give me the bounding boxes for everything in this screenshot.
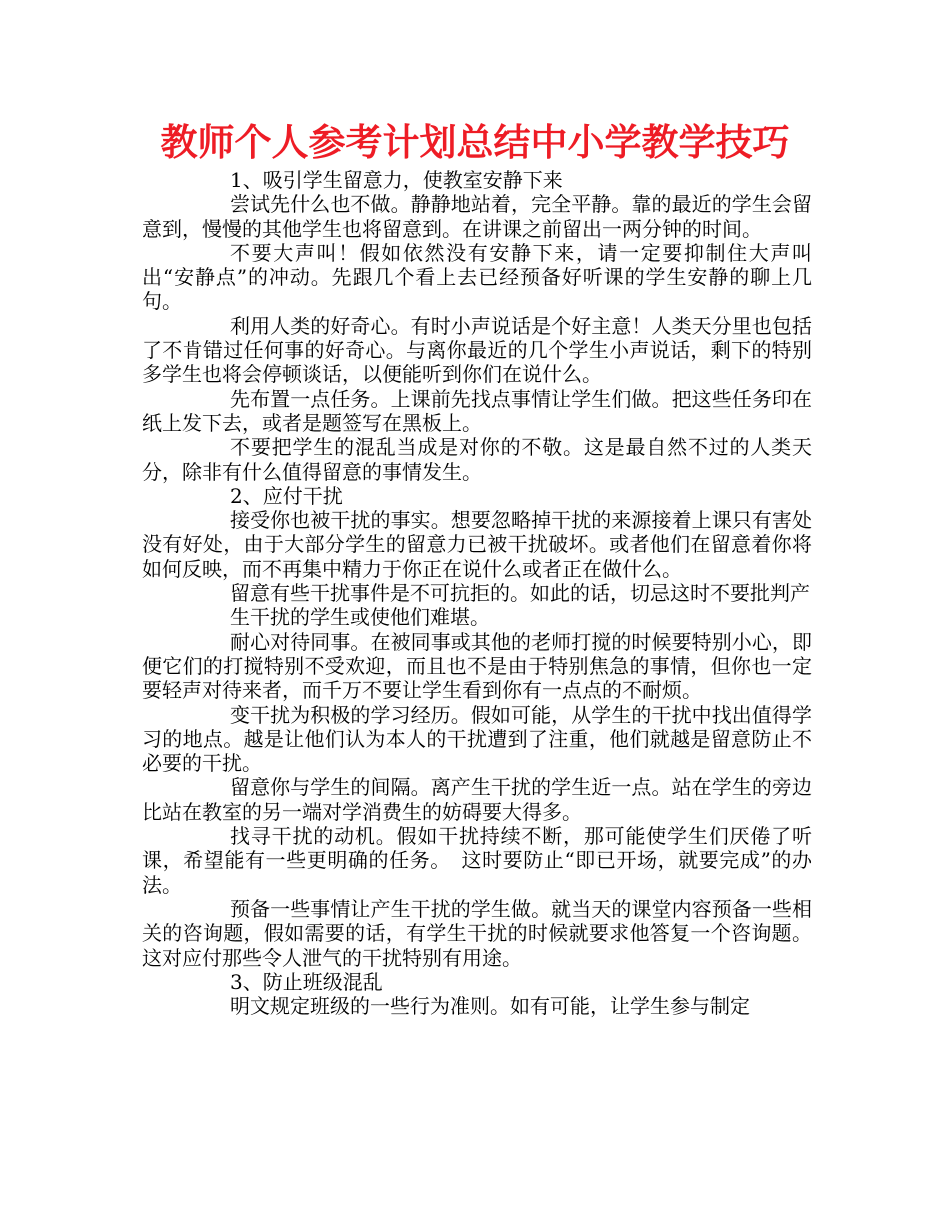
section-heading-1: 1、吸引学生留意力，使教室安静下来 xyxy=(230,168,563,192)
paragraph: 找寻干扰的动机。假如干扰持续不断，那可能使学生们厌倦了听课，希望能有一些更明确的任务。 这时要防止“即已开场，就要完成”的办法。 xyxy=(142,824,812,897)
paragraph: 留意你与学生的间隔。离产生干扰的学生近一点。站在学生的旁边比站在教室的另一端对学消费生的妨碍要大得多。 xyxy=(142,775,812,824)
section-heading-3: 3、防止班级混乱 xyxy=(230,969,383,994)
paragraph: 接受你也被干扰的事实。想要忽略掉干扰的来源接着上课只有害处没有好处，由于大部分学生的留意力已被干扰破坏。或者他们在留意着你将如何反映，而不再集中精力于你正在说什么或者正在做什么。 xyxy=(142,508,812,581)
paragraph: 先布置一点任务。上课前先找点事情让学生们做。把这些任务印在纸上发下去，或者是题签写在黑板上。 xyxy=(142,386,812,435)
section-heading-2: 2、应付干扰 xyxy=(230,483,343,508)
paragraph: 尝试先什么也不做。静静地站着，完全平静。靠的最近的学生会留意到，慢慢的其他学生也将留意到。在讲课之前留出一两分钟的时间。 xyxy=(142,192,812,241)
paragraph: 不要把学生的混乱当成是对你的不敬。这是最自然不过的人类天分，除非有什么值得留意的事情发生。 xyxy=(142,435,812,484)
paragraph: 留意有些干扰事件是不可抗拒的。如此的话，切忌这时不要批判产 xyxy=(230,581,810,606)
paragraph: 生干扰的学生或使他们难堪。 xyxy=(230,605,490,630)
paragraph: 变干扰为积极的学习经历。假如可能，从学生的干扰中找出值得学习的地点。越是让他们认为本人的干扰遭到了注重，他们就越是留意防止不必要的干扰。 xyxy=(142,702,812,776)
paragraph: 耐心对待同事。在被同事或其他的老师打搅的时候要特别小心，即便它们的打搅特别不受欢迎，而且也不是由于特别焦急的事情，但你也一定要轻声对待来者，而千万不要让学生看到你有一点点的不耐烦。 xyxy=(142,629,812,703)
paragraph: 利用人类的好奇心。有时小声说话是个好主意！人类天分里也包括了不肯错过任何事的好奇心。与离你最近的几个学生小声说话，剩下的特别多学生也将会停顿谈话，以便能听到你们在说什么。 xyxy=(142,313,812,387)
paragraph: 预备一些事情让产生干扰的学生做。就当天的课堂内容预备一些相关的咨询题，假如需要的话，有学生干扰的时候就要求他答复一个咨询题。这对应付那些令人泄气的干扰特别有用途。 xyxy=(142,896,812,970)
document-title: 教师个人参考计划总结中小学教学技巧 xyxy=(160,121,790,164)
document-body xyxy=(142,168,812,1018)
paragraph: 不要大声叫！假如依然没有安静下来，请一定要抑制住大声叫出“安静点”的冲动。先跟几个看上去已经预备好听课的学生安静的聊上几句。 xyxy=(142,240,812,314)
paragraph: 明文规定班级的一些行为准则。如有可能，让学生参与制定 xyxy=(230,994,750,1019)
